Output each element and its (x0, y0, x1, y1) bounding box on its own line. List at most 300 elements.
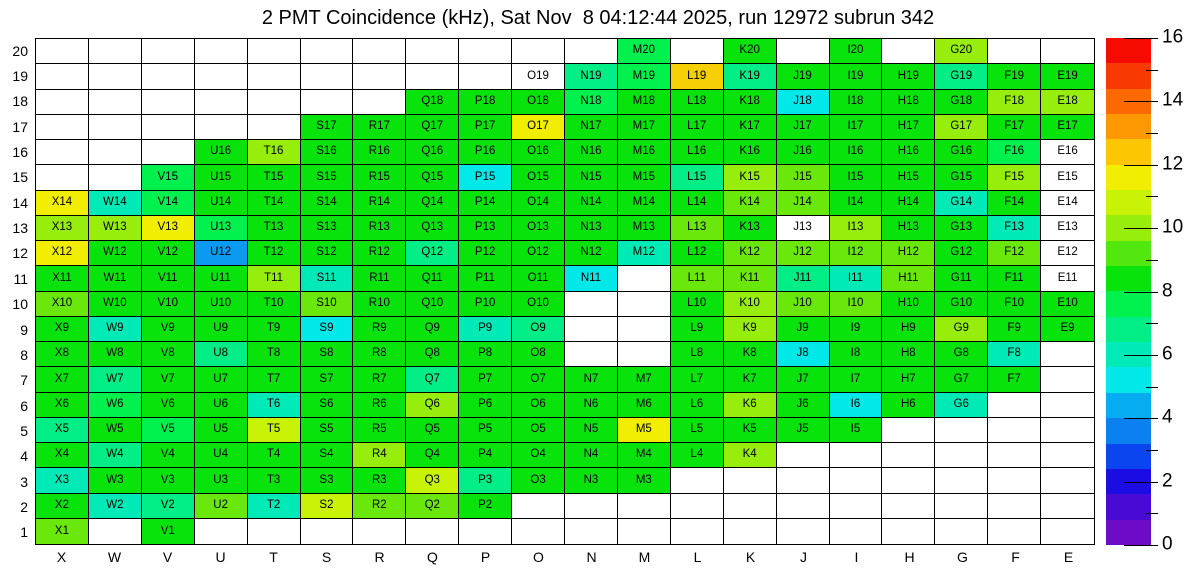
heatmap-cell-L15: L15 (671, 165, 724, 190)
heatmap-cell-K5: K5 (724, 418, 777, 443)
heatmap-cell-X7: X7 (36, 367, 89, 392)
heatmap-cell-S11: S11 (301, 266, 354, 291)
y-tick-label: 20 (12, 42, 28, 59)
heatmap-cell-empty (301, 64, 354, 89)
heatmap-cell-S12: S12 (301, 241, 354, 266)
heatmap-cell-T11: T11 (248, 266, 301, 291)
heatmap-cell-V11: V11 (142, 266, 195, 291)
heatmap-cell-empty (618, 519, 671, 544)
heatmap-cell-H18: H18 (882, 90, 935, 115)
heatmap-cell-empty (406, 519, 459, 544)
heatmap-cell-Q5: Q5 (406, 418, 459, 443)
heatmap-cell-I18: I18 (830, 90, 883, 115)
heatmap-cell-Q10: Q10 (406, 292, 459, 317)
heatmap-cell-empty (988, 443, 1041, 468)
heatmap-cell-V1: V1 (142, 519, 195, 544)
heatmap-cell-G20: G20 (935, 39, 988, 64)
colorbar-band (1106, 317, 1151, 342)
colorbar-tick-label: 12 (1162, 153, 1184, 175)
heatmap-cell-W10: W10 (89, 292, 142, 317)
heatmap-cell-T13: T13 (248, 216, 301, 241)
heatmap-cell-empty (353, 519, 406, 544)
heatmap-cell-T3: T3 (248, 468, 301, 493)
heatmap-cell-empty (1041, 418, 1094, 443)
heatmap-cell-L9: L9 (671, 317, 724, 342)
heatmap-cell-empty (882, 443, 935, 468)
heatmap-cell-G7: G7 (935, 367, 988, 392)
heatmap-cell-J19: J19 (777, 64, 830, 89)
heatmap-cell-S3: S3 (301, 468, 354, 493)
heatmap-cell-empty (512, 519, 565, 544)
heatmap-cell-U7: U7 (195, 367, 248, 392)
heatmap-cell-empty (406, 64, 459, 89)
colorbar-minor-tick (1146, 450, 1158, 451)
heatmap-cell-X1: X1 (36, 519, 89, 544)
heatmap-cell-empty (882, 468, 935, 493)
heatmap-cell-E10: E10 (1041, 292, 1094, 317)
heatmap-cell-H15: H15 (882, 165, 935, 190)
heatmap-cell-U4: U4 (195, 443, 248, 468)
heatmap-cell-M13: M13 (618, 216, 671, 241)
colorbar-band (1106, 494, 1151, 519)
x-tick-label: E (1063, 549, 1074, 565)
heatmap-cell-J13: J13 (777, 216, 830, 241)
heatmap-cell-empty (406, 39, 459, 64)
heatmap-cell-M7: M7 (618, 367, 671, 392)
y-tick-label: 10 (12, 296, 28, 313)
heatmap-cell-F14: F14 (988, 191, 1041, 216)
heatmap-cell-M19: M19 (618, 64, 671, 89)
heatmap-cell-Q2: Q2 (406, 494, 459, 519)
heatmap-cell-empty (882, 519, 935, 544)
heatmap-cell-Q17: Q17 (406, 115, 459, 140)
heatmap-cell-Q9: Q9 (406, 317, 459, 342)
heatmap-cell-S8: S8 (301, 342, 354, 367)
heatmap-cell-empty (248, 115, 301, 140)
heatmap-cell-H16: H16 (882, 140, 935, 165)
heatmap-cell-J15: J15 (777, 165, 830, 190)
heatmap-cell-I11: I11 (830, 266, 883, 291)
x-tick-label: F (1011, 549, 1020, 565)
heatmap-cell-empty (89, 140, 142, 165)
heatmap-cell-M6: M6 (618, 393, 671, 418)
heatmap-cell-R16: R16 (353, 140, 406, 165)
heatmap-cell-P4: P4 (459, 443, 512, 468)
colorbar-band (1106, 139, 1151, 164)
heatmap-cell-F11: F11 (988, 266, 1041, 291)
heatmap-cell-empty (777, 519, 830, 544)
heatmap-cell-G6: G6 (935, 393, 988, 418)
heatmap-cell-N12: N12 (565, 241, 618, 266)
heatmap-cell-R14: R14 (353, 191, 406, 216)
heatmap-cell-U15: U15 (195, 165, 248, 190)
heatmap-cell-V7: V7 (142, 367, 195, 392)
colorbar-tick-label: 16 (1162, 26, 1184, 48)
heatmap-cell-L11: L11 (671, 266, 724, 291)
heatmap-cell-empty (1041, 367, 1094, 392)
heatmap-cell-H14: H14 (882, 191, 935, 216)
heatmap-cell-U14: U14 (195, 191, 248, 216)
heatmap-cell-E18: E18 (1041, 90, 1094, 115)
colorbar-minor-tick (1146, 70, 1158, 71)
heatmap-cell-W13: W13 (89, 216, 142, 241)
heatmap-cell-U5: U5 (195, 418, 248, 443)
heatmap-cell-empty (724, 519, 777, 544)
heatmap-cell-Q13: Q13 (406, 216, 459, 241)
colorbar-minor-tick (1146, 196, 1158, 197)
heatmap-cell-S9: S9 (301, 317, 354, 342)
heatmap-cell-W8: W8 (89, 342, 142, 367)
heatmap-cell-L18: L18 (671, 90, 724, 115)
heatmap-cell-S10: S10 (301, 292, 354, 317)
colorbar-major-tick (1124, 38, 1158, 39)
colorbar-tick-label: 0 (1162, 533, 1173, 555)
heatmap-cell-H9: H9 (882, 317, 935, 342)
heatmap-cell-H10: H10 (882, 292, 935, 317)
heatmap-cell-P10: P10 (459, 292, 512, 317)
heatmap-cell-I12: I12 (830, 241, 883, 266)
heatmap-cell-F8: F8 (988, 342, 1041, 367)
heatmap-cell-V10: V10 (142, 292, 195, 317)
colorbar-band (1106, 38, 1151, 63)
heatmap-cell-I13: I13 (830, 216, 883, 241)
heatmap-cell-F12: F12 (988, 241, 1041, 266)
heatmap-cell-V4: V4 (142, 443, 195, 468)
heatmap-cell-L13: L13 (671, 216, 724, 241)
heatmap-cell-V9: V9 (142, 317, 195, 342)
colorbar-major-tick (1124, 292, 1158, 293)
y-tick-label: 4 (20, 448, 28, 465)
colorbar-band (1106, 241, 1151, 266)
x-tick-label: J (800, 549, 807, 565)
heatmap-cell-R11: R11 (353, 266, 406, 291)
heatmap-cell-empty (988, 393, 1041, 418)
heatmap-cell-K4: K4 (724, 443, 777, 468)
heatmap-cell-P7: P7 (459, 367, 512, 392)
heatmap-cell-J9: J9 (777, 317, 830, 342)
heatmap-cell-I5: I5 (830, 418, 883, 443)
heatmap-cell-empty (618, 266, 671, 291)
heatmap-cell-F9: F9 (988, 317, 1041, 342)
heatmap-cell-empty (671, 39, 724, 64)
heatmap-cell-K8: K8 (724, 342, 777, 367)
heatmap-cell-V12: V12 (142, 241, 195, 266)
heatmap-cell-empty (777, 468, 830, 493)
heatmap-cell-empty (248, 90, 301, 115)
heatmap-cell-T4: T4 (248, 443, 301, 468)
heatmap-cell-empty (988, 468, 1041, 493)
heatmap-cell-empty (142, 39, 195, 64)
heatmap-cell-empty (512, 494, 565, 519)
heatmap-cell-empty (830, 443, 883, 468)
heatmap-cell-V5: V5 (142, 418, 195, 443)
heatmap-cell-R4: R4 (353, 443, 406, 468)
heatmap-cell-empty (195, 64, 248, 89)
y-tick-label: 17 (12, 118, 28, 135)
heatmap-cell-K19: K19 (724, 64, 777, 89)
heatmap-cell-T2: T2 (248, 494, 301, 519)
heatmap-cell-R9: R9 (353, 317, 406, 342)
heatmap-cell-empty (935, 468, 988, 493)
heatmap-cell-Q18: Q18 (406, 90, 459, 115)
heatmap-cell-I14: I14 (830, 191, 883, 216)
colorbar-band (1106, 520, 1151, 545)
heatmap-cell-K20: K20 (724, 39, 777, 64)
heatmap-cell-empty (882, 494, 935, 519)
x-tick-label: X (56, 549, 67, 565)
colorbar-band (1106, 291, 1151, 316)
heatmap-cell-R8: R8 (353, 342, 406, 367)
heatmap-cell-K14: K14 (724, 191, 777, 216)
heatmap-cell-U11: U11 (195, 266, 248, 291)
heatmap-cell-empty (89, 64, 142, 89)
heatmap-cell-empty (777, 443, 830, 468)
y-tick-label: 2 (20, 498, 28, 515)
heatmap-cell-U13: U13 (195, 216, 248, 241)
heatmap-cell-O13: O13 (512, 216, 565, 241)
heatmap-cell-empty (1041, 519, 1094, 544)
heatmap-cell-J7: J7 (777, 367, 830, 392)
heatmap-cell-N3: N3 (565, 468, 618, 493)
colorbar-band (1106, 63, 1151, 88)
heatmap-cell-R12: R12 (353, 241, 406, 266)
heatmap-cell-S7: S7 (301, 367, 354, 392)
heatmap-cell-F13: F13 (988, 216, 1041, 241)
heatmap-cell-R2: R2 (353, 494, 406, 519)
heatmap-cell-empty (142, 115, 195, 140)
x-tick-label: U (215, 549, 226, 565)
heatmap-cell-empty (36, 64, 89, 89)
heatmap-cell-empty (353, 90, 406, 115)
heatmap-cell-T12: T12 (248, 241, 301, 266)
y-tick-label: 12 (12, 245, 28, 262)
heatmap-cell-R17: R17 (353, 115, 406, 140)
heatmap-cell-empty (830, 494, 883, 519)
heatmap-cell-S14: S14 (301, 191, 354, 216)
heatmap-cell-S2: S2 (301, 494, 354, 519)
heatmap-cell-G13: G13 (935, 216, 988, 241)
heatmap-cell-empty (195, 39, 248, 64)
heatmap-cell-W3: W3 (89, 468, 142, 493)
y-tick-label: 18 (12, 93, 28, 110)
heatmap-cell-L17: L17 (671, 115, 724, 140)
heatmap-cell-I8: I8 (830, 342, 883, 367)
heatmap-cell-I10: I10 (830, 292, 883, 317)
heatmap-cell-N15: N15 (565, 165, 618, 190)
heatmap-cell-Q8: Q8 (406, 342, 459, 367)
x-tick-label: S (321, 549, 332, 565)
heatmap-cell-E19: E19 (1041, 64, 1094, 89)
heatmap-cell-empty (301, 519, 354, 544)
heatmap-cell-W9: W9 (89, 317, 142, 342)
y-tick-label: 9 (20, 321, 28, 338)
heatmap-cell-W12: W12 (89, 241, 142, 266)
heatmap-cell-P9: P9 (459, 317, 512, 342)
heatmap-cell-P2: P2 (459, 494, 512, 519)
y-tick-label: 14 (12, 194, 28, 211)
colorbar-minor-tick (1146, 260, 1158, 261)
heatmap-cell-F10: F10 (988, 292, 1041, 317)
colorbar-band (1106, 190, 1151, 215)
heatmap-cell-E11: E11 (1041, 266, 1094, 291)
heatmap-cell-J10: J10 (777, 292, 830, 317)
heatmap-cell-T16: T16 (248, 140, 301, 165)
heatmap-cell-empty (459, 39, 512, 64)
heatmap-cell-X6: X6 (36, 393, 89, 418)
heatmap-cell-L6: L6 (671, 393, 724, 418)
colorbar-tick-label: 6 (1162, 343, 1173, 365)
heatmap-cell-empty (1041, 494, 1094, 519)
heatmap-cell-K17: K17 (724, 115, 777, 140)
heatmap-cell-empty (830, 468, 883, 493)
heatmap-cell-J6: J6 (777, 393, 830, 418)
colorbar-major-tick (1124, 165, 1158, 166)
heatmap-cell-M15: M15 (618, 165, 671, 190)
heatmap-cell-X2: X2 (36, 494, 89, 519)
heatmap-cell-G17: G17 (935, 115, 988, 140)
heatmap-cell-K13: K13 (724, 216, 777, 241)
x-tick-label: I (854, 549, 859, 565)
heatmap-cell-Q12: Q12 (406, 241, 459, 266)
heatmap-cell-S4: S4 (301, 443, 354, 468)
heatmap-cell-X3: X3 (36, 468, 89, 493)
heatmap-cell-X5: X5 (36, 418, 89, 443)
heatmap-cell-empty (671, 494, 724, 519)
colorbar-tick-label: 4 (1162, 406, 1173, 428)
heatmap-cell-E15: E15 (1041, 165, 1094, 190)
heatmap-cell-O19: O19 (512, 64, 565, 89)
heatmap-cell-empty (777, 494, 830, 519)
y-tick-label: 6 (20, 397, 28, 414)
y-tick-label: 3 (20, 473, 28, 490)
heatmap-cell-W11: W11 (89, 266, 142, 291)
heatmap-cell-T5: T5 (248, 418, 301, 443)
heatmap-cell-H6: H6 (882, 393, 935, 418)
heatmap-cell-K6: K6 (724, 393, 777, 418)
heatmap-cell-O9: O9 (512, 317, 565, 342)
heatmap-cell-X10: X10 (36, 292, 89, 317)
heatmap-cell-empty (142, 64, 195, 89)
heatmap-cell-J14: J14 (777, 191, 830, 216)
x-tick-label: N (586, 549, 597, 565)
heatmap-cell-empty (248, 519, 301, 544)
heatmap-cell-empty (671, 468, 724, 493)
heatmap-cell-R6: R6 (353, 393, 406, 418)
heatmap-cell-N11: N11 (565, 266, 618, 291)
heatmap-cell-L8: L8 (671, 342, 724, 367)
heatmap-cell-G19: G19 (935, 64, 988, 89)
heatmap-cell-empty (724, 494, 777, 519)
heatmap-cell-K12: K12 (724, 241, 777, 266)
heatmap-cell-K10: K10 (724, 292, 777, 317)
heatmap-cell-F19: F19 (988, 64, 1041, 89)
heatmap-cell-P8: P8 (459, 342, 512, 367)
heatmap-cell-O18: O18 (512, 90, 565, 115)
heatmap-cell-H7: H7 (882, 367, 935, 392)
heatmap-cell-empty (882, 39, 935, 64)
heatmap-cell-empty (618, 317, 671, 342)
heatmap-cell-O7: O7 (512, 367, 565, 392)
heatmap-cell-empty (1041, 39, 1094, 64)
heatmap-cell-G12: G12 (935, 241, 988, 266)
heatmap-cell-P11: P11 (459, 266, 512, 291)
heatmap-cell-V13: V13 (142, 216, 195, 241)
heatmap-cell-K15: K15 (724, 165, 777, 190)
heatmap-cell-K9: K9 (724, 317, 777, 342)
heatmap-cell-P18: P18 (459, 90, 512, 115)
heatmap-cell-O15: O15 (512, 165, 565, 190)
colorbar-minor-tick (1146, 323, 1158, 324)
heatmap-cell-empty (724, 468, 777, 493)
heatmap-cell-X8: X8 (36, 342, 89, 367)
heatmap-cell-W6: W6 (89, 393, 142, 418)
heatmap-cell-X11: X11 (36, 266, 89, 291)
colorbar-band (1106, 418, 1151, 443)
y-tick-label: 1 (20, 524, 28, 541)
heatmap-cell-G8: G8 (935, 342, 988, 367)
colorbar-tick-label: 8 (1162, 280, 1173, 302)
heatmap-cell-P16: P16 (459, 140, 512, 165)
heatmap-cell-empty (89, 39, 142, 64)
heatmap-cell-empty (89, 165, 142, 190)
heatmap-cell-empty (1041, 393, 1094, 418)
heatmap-cell-P17: P17 (459, 115, 512, 140)
x-tick-label: R (374, 549, 385, 565)
chart-title: 2 PMT Coincidence (kHz), Sat Nov 8 04:12:44 2025, run 12972 subrun 342 (261, 7, 935, 29)
y-tick-label: 5 (20, 422, 28, 439)
heatmap-cell-P6: P6 (459, 393, 512, 418)
heatmap-cell-F18: F18 (988, 90, 1041, 115)
heatmap-cell-V14: V14 (142, 191, 195, 216)
heatmap-cell-empty (142, 140, 195, 165)
colorbar-major-tick (1124, 482, 1158, 483)
heatmap-cell-P5: P5 (459, 418, 512, 443)
heatmap-cell-P14: P14 (459, 191, 512, 216)
heatmap-cell-empty (248, 39, 301, 64)
heatmap-cell-empty (988, 494, 1041, 519)
y-tick-label: 11 (13, 270, 28, 287)
heatmap-cell-T10: T10 (248, 292, 301, 317)
heatmap-cell-K11: K11 (724, 266, 777, 291)
heatmap-cell-E9: E9 (1041, 317, 1094, 342)
heatmap-cell-empty (935, 443, 988, 468)
heatmap-cell-empty (36, 90, 89, 115)
heatmap-cell-E13: E13 (1041, 216, 1094, 241)
heatmap-cell-O14: O14 (512, 191, 565, 216)
heatmap-cell-empty (671, 519, 724, 544)
heatmap-cell-E12: E12 (1041, 241, 1094, 266)
x-tick-label: W (107, 549, 122, 565)
heatmap-cell-V8: V8 (142, 342, 195, 367)
heatmap-cell-G18: G18 (935, 90, 988, 115)
x-axis-tick-labels (35, 549, 1095, 567)
heatmap-cell-Q16: Q16 (406, 140, 459, 165)
heatmap-cell-U12: U12 (195, 241, 248, 266)
heatmap-cell-M16: M16 (618, 140, 671, 165)
heatmap-cell-O12: O12 (512, 241, 565, 266)
heatmap-cell-T8: T8 (248, 342, 301, 367)
heatmap-cell-empty (935, 519, 988, 544)
heatmap-cell-N7: N7 (565, 367, 618, 392)
heatmap-cell-empty (935, 494, 988, 519)
heatmap-cell-I19: I19 (830, 64, 883, 89)
colorbar-minor-tick (1146, 387, 1158, 388)
heatmap-cell-O3: O3 (512, 468, 565, 493)
heatmap-cell-L12: L12 (671, 241, 724, 266)
heatmap-cell-empty (565, 39, 618, 64)
heatmap-cell-G14: G14 (935, 191, 988, 216)
heatmap-cell-empty (459, 519, 512, 544)
